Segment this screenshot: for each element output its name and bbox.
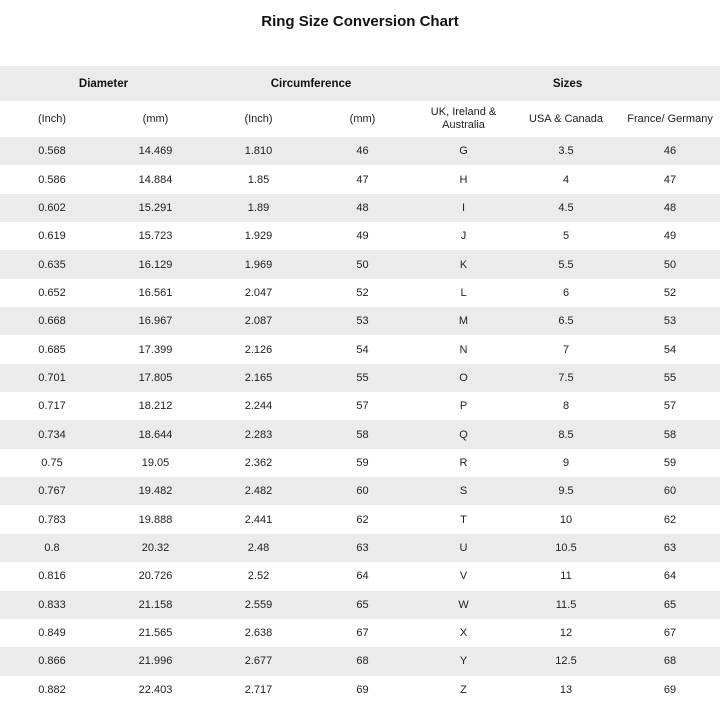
table-cell: 1.85 [247,173,270,186]
table-cell: K [459,258,468,271]
table-row [0,505,720,533]
table-row [0,194,720,222]
table-cell: 0.833 [38,598,66,611]
table-cell: 5 [562,230,570,243]
table-cell: 2.677 [244,655,273,668]
table-cell: 8 [562,400,570,413]
table-cell: 62 [663,513,677,526]
table-cell: 2.244 [244,400,273,413]
column-group-sizes: Sizes [552,77,583,90]
table-row [0,335,720,363]
table-cell: Q [459,428,468,441]
table-row [0,279,720,307]
table-cell: 3.5 [558,145,574,158]
table-cell: 1.969 [244,258,273,271]
table-row [0,647,720,675]
table-cell: 67 [663,627,677,640]
table-row [0,137,720,165]
table-row [0,477,720,505]
table-cell: 63 [356,541,369,554]
table-cell: 14.469 [138,145,173,158]
table-cell: 19.05 [141,456,170,469]
table-cell: 21.565 [138,627,173,640]
column-header-uk-ireland-australia: UK, Ireland & Australia [430,106,497,131]
table-cell: Z [460,683,467,696]
table-cell: L [460,286,467,299]
table-cell: 2.087 [244,315,273,328]
table-cell: 21.996 [138,655,173,668]
table-cell: 5.5 [558,258,574,271]
table-cell: 65 [356,598,369,611]
table-cell: 2.48 [247,541,270,554]
table-cell: Y [459,655,468,668]
table-cell: J [460,230,467,243]
column-group-circumference: Circumference [270,77,352,90]
table-cell: 7 [562,343,570,356]
table-cell: 0.866 [38,655,66,668]
table-cell: 0.849 [38,627,66,640]
table-cell: G [459,145,468,158]
table-cell: 47 [663,173,677,186]
table-cell: 64 [356,570,369,583]
table-cell: 0.767 [38,485,66,498]
table-row [0,619,720,647]
table-cell: 54 [663,343,677,356]
table-cell: 54 [356,343,369,356]
table-body [0,137,720,704]
table-cell: 48 [356,201,369,214]
page-title: Ring Size Conversion Chart [261,13,459,30]
table-cell: 17.399 [138,343,173,356]
column-header-row [0,101,720,137]
table-cell: 19.482 [138,485,173,498]
table-row [0,392,720,420]
table-cell: 18.644 [138,428,173,441]
table-row [0,250,720,278]
table-cell: 11 [560,570,572,583]
table-cell: 49 [356,230,369,243]
table-cell: 0.717 [38,400,66,413]
table-cell: 8.5 [558,428,574,441]
table-cell: 68 [663,655,677,668]
table-cell: 0.635 [38,258,66,271]
ring-size-table [0,66,720,704]
table-cell: 2.362 [244,456,273,469]
table-cell: 62 [356,513,369,526]
table-row [0,165,720,193]
table-cell: O [459,371,468,384]
table-cell: 50 [356,258,369,271]
table-cell: 16.967 [138,315,173,328]
table-cell: 10 [559,513,573,526]
table-cell: 0.8 [44,541,60,554]
table-cell: 7.5 [558,371,574,384]
column-header-circumference-mm: (mm) [349,112,376,125]
table-cell: 9 [562,456,570,469]
table-cell: 16.129 [138,258,173,271]
table-cell: 1.810 [244,145,273,158]
table-cell: 65 [663,598,677,611]
column-group-row [0,66,720,101]
table-cell: 69 [663,683,677,696]
table-cell: 15.723 [138,230,173,243]
column-header-france-germany: France/ Germany [627,112,713,125]
table-cell: 55 [663,371,677,384]
table-cell: 2.52 [247,570,270,583]
table-cell: 52 [663,286,677,299]
table-cell: 4 [562,173,570,186]
table-cell: 53 [663,315,677,328]
table-cell: 60 [663,485,677,498]
table-cell: 4.5 [558,201,574,214]
table-cell: 55 [356,371,369,384]
table-cell: H [459,173,468,186]
table-cell: 2.165 [244,371,273,384]
table-cell: M [458,315,469,328]
table-cell: 0.568 [38,145,66,158]
column-header-diameter-mm: (mm) [142,112,169,125]
column-header-circumference-inch: (Inch) [244,112,273,125]
table-cell: 0.652 [38,286,66,299]
table-cell: 0.882 [38,683,66,696]
table-cell: 16.561 [138,286,173,299]
table-cell: N [459,343,468,356]
table-cell: 14.884 [138,173,173,186]
table-row [0,562,720,590]
table-cell: 48 [663,201,677,214]
table-cell: 12 [559,627,573,640]
table-cell: 0.668 [38,315,66,328]
table-cell: 2.559 [244,598,273,611]
table-cell: 0.701 [38,371,66,384]
table-cell: 60 [356,485,369,498]
table-cell: 59 [663,456,677,469]
table-row [0,591,720,619]
table-cell: 2.283 [244,428,273,441]
table-cell: 53 [356,315,369,328]
table-cell: 2.717 [244,683,273,696]
table-cell: 13 [559,683,573,696]
table-cell: T [460,513,467,526]
table-cell: 69 [356,683,369,696]
table-cell: 46 [356,145,369,158]
table-cell: 20.32 [141,541,170,554]
table-cell: S [459,485,468,498]
table-cell: 0.619 [38,230,66,243]
table-cell: 0.734 [38,428,66,441]
table-cell: R [459,456,468,469]
table-cell: 0.783 [38,513,66,526]
table-cell: 64 [663,570,677,583]
table-row [0,364,720,392]
table-cell: 46 [663,145,677,158]
table-cell: 17.805 [138,371,173,384]
table-cell: X [459,627,468,640]
table-cell: 59 [356,456,369,469]
table-cell: 2.047 [244,286,273,299]
table-cell: 11.5 [555,598,577,611]
table-cell: 6 [562,286,570,299]
column-header-usa-canada: USA & Canada [529,112,604,125]
table-cell: 12.5 [555,655,577,668]
table-cell: 15.291 [138,201,173,214]
table-cell: 0.816 [38,570,66,583]
table-cell: 20.726 [138,570,173,583]
column-header-diameter-inch: (Inch) [37,112,67,125]
table-cell: 52 [356,286,369,299]
table-row [0,676,720,704]
table-cell: 67 [356,627,369,640]
table-cell: 1.89 [247,201,270,214]
table-cell: 68 [356,655,369,668]
table-cell: 63 [663,541,677,554]
table-cell: 47 [356,173,369,186]
table-row [0,307,720,335]
table-cell: 0.602 [38,201,66,214]
table-cell: 19.888 [138,513,173,526]
table-cell: I [461,201,466,214]
table-cell: 2.482 [244,485,273,498]
table-row [0,534,720,562]
table-row [0,449,720,477]
table-cell: 57 [663,400,677,413]
table-cell: V [459,570,468,583]
table-cell: 9.5 [558,485,574,498]
table-cell: 2.441 [244,513,273,526]
table-row [0,222,720,250]
table-cell: 50 [663,258,677,271]
table-cell: 2.126 [244,343,273,356]
table-cell: 49 [663,230,677,243]
table-cell: 58 [356,428,369,441]
table-cell: 1.929 [244,230,273,243]
table-cell: P [459,400,468,413]
table-row [0,420,720,448]
table-cell: 21.158 [138,598,173,611]
table-cell: W [458,598,469,611]
table-cell: 2.638 [244,627,273,640]
table-cell: 6.5 [558,315,574,328]
table-cell: 10.5 [555,541,577,554]
table-cell: 18.212 [138,400,173,413]
table-cell: 58 [663,428,677,441]
table-cell: 57 [356,400,369,413]
table-header [0,66,720,137]
table-cell: 0.586 [38,173,66,186]
table-cell: 0.685 [38,343,66,356]
table-cell: U [459,541,468,554]
column-group-diameter: Diameter [78,77,129,90]
table-cell: 22.403 [138,683,173,696]
table-cell: 0.75 [41,456,63,469]
